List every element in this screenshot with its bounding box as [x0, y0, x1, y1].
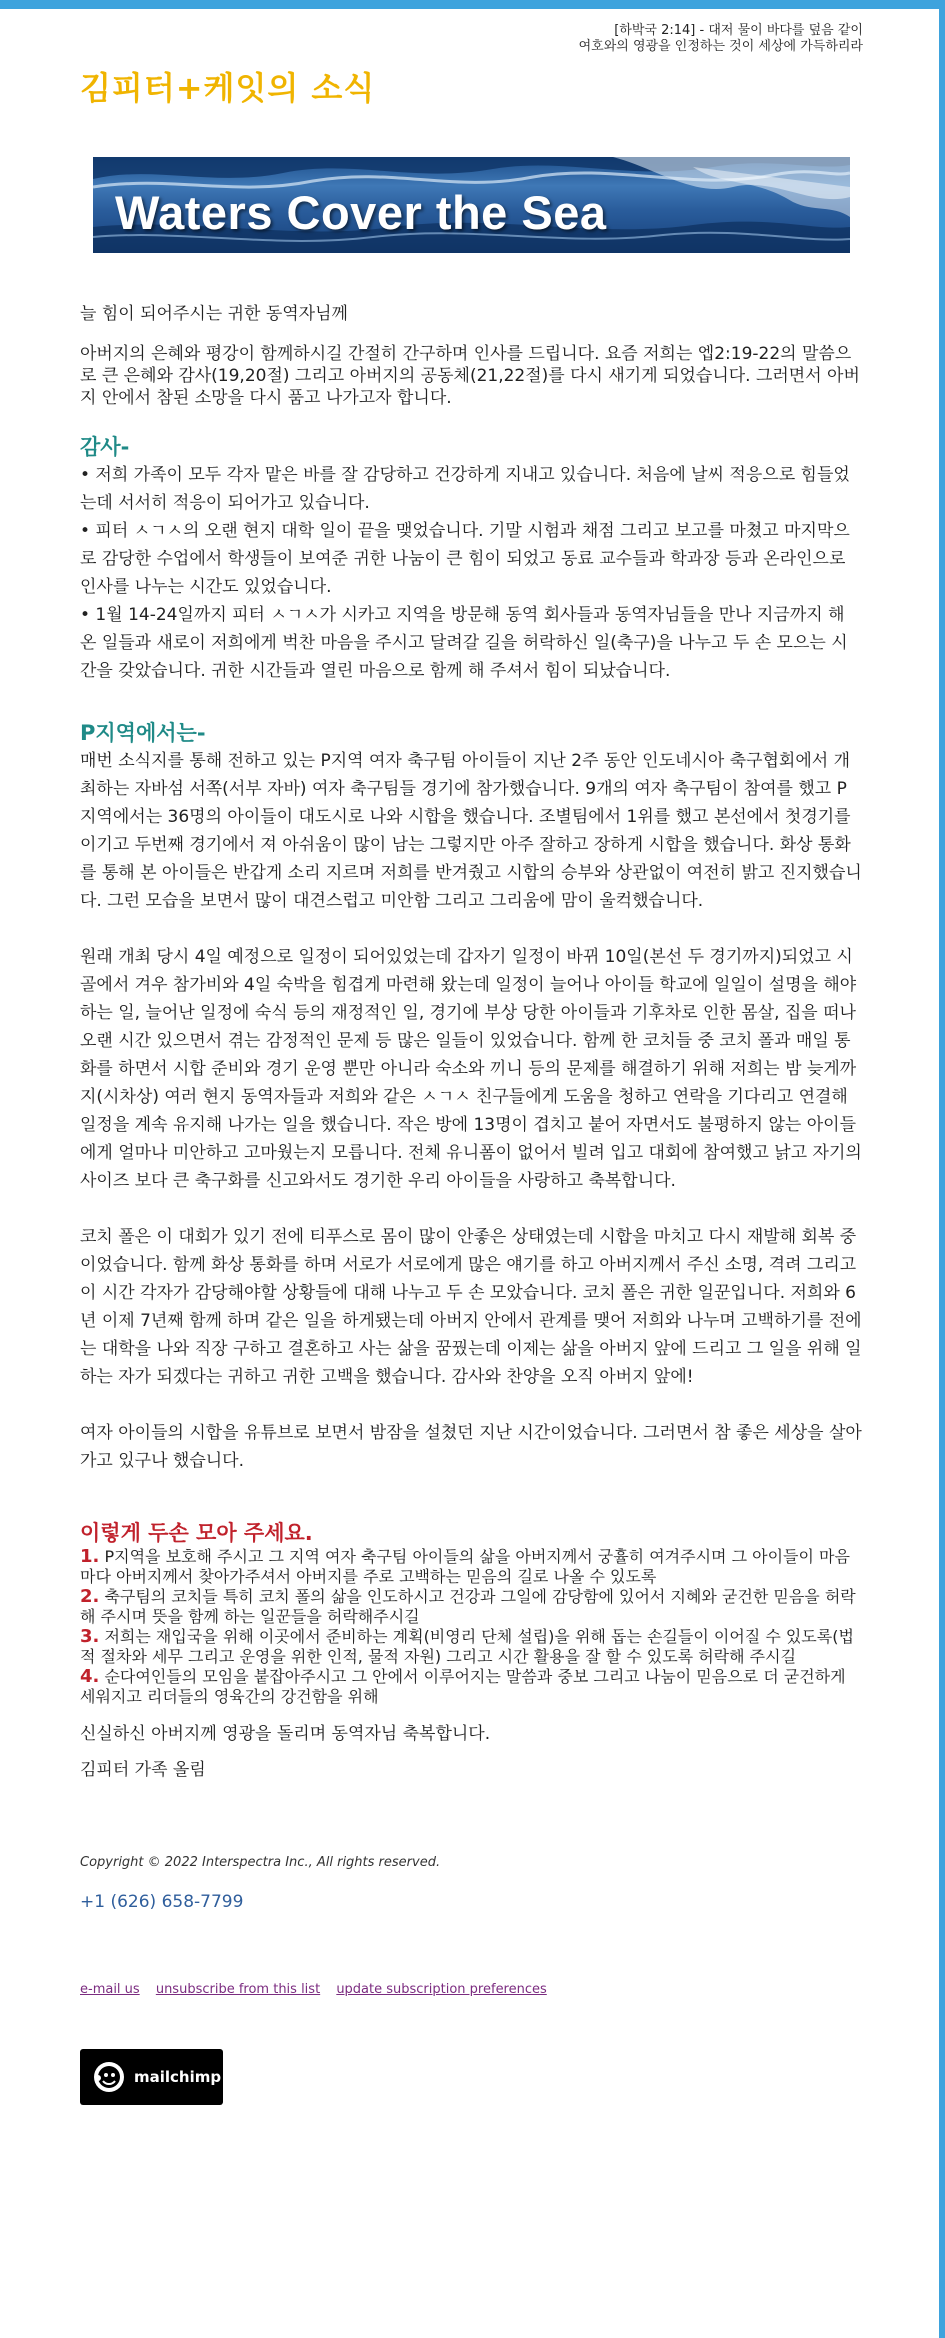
prayer-item — [80, 1587, 863, 1627]
region-heading: P지역에서는- — [80, 721, 206, 745]
newsletter-title: 김피터+케잇의 소식 — [80, 69, 376, 107]
thanks-item: • 저희 가족이 모두 각자 맡은 바를 잘 감당하고 건강하게 지내고 있습니다. 처음에 날씨 적응으로 힘들었는데 서서히 적응이 되어가고 있습니다. — [80, 465, 850, 513]
mailchimp-badge[interactable] — [80, 2049, 223, 2105]
prayer-number: 3. — [80, 1626, 100, 1647]
prayer-item — [80, 1627, 863, 1667]
prayer-number: 4. — [80, 1666, 100, 1687]
region-paragraph: 매번 소식지를 통해 전하고 있는 P지역 여자 축구팀 아이들이 지난 2주 동안 인도네시아 축구협회에서 개최하는 자바섬 서쪽(서부 자바) 여자 축구팀들 경기에 참가했습니다. 9개의 여자 축구팀이 참여를 했고 P지역에서는 36명의 아이들이 대도시로 나와 시합을 했습니다. 조별팀에서 1위를 했고 본선에서 첫경기를 이기고 두번째 경기에서 져 아쉬움이 많이 남는 그렇지만 아주 잘하고 장하게 시합을 했습니다. 화상 통화를 통해 본 아이들은 반갑게 소리 지르며 저희를 반겨줬고 시합의 승부와 상관없이 여전히 밝고 진지했습니다. 그런 모습을 보면서 많이 대견스럽고 미안함 그리고 그리움에 맘이 울컥했습니다. — [80, 751, 862, 911]
closing-blessing: 신실하신 아버지께 영광을 돌리며 동역자님 축복합니다. — [80, 1724, 491, 1744]
mailchimp-logo-icon — [92, 2060, 126, 2094]
email-us-link[interactable]: e-mail us — [80, 1982, 140, 1997]
prayer-heading: 이렇게 두손 모아 주세요. — [80, 1521, 313, 1545]
greeting: 늘 힘이 되어주시는 귀한 동역자님께 — [80, 304, 348, 324]
thanks-item: • 1월 14-24일까지 피터 ㅅㄱㅅ가 시카고 지역을 방문해 동역 회사들과 동역자님들을 만나 지금까지 해 온 일들과 새로이 저희에게 벅찬 마음을 주시고 달려갈 길을 허락하신 일(축구)을 나누고 두 손 모으는 시간을 갖았습니다. 귀한 시간들과 열린 마음으로 함께 해 주셔서 힘이 되났습니다. — [80, 605, 848, 681]
prayer-text: P지역을 보호해 주시고 그 지역 여자 축구팀 아이들의 삶을 아버지께서 궁휼히 여겨주시며 그 아이들이 마음마다 아버지께서 찾아가주셔서 아버지를 주로 고백하는 믿음의 길로 나올 수 있도록 — [80, 1547, 850, 1586]
phone-number[interactable]: +1 (626) 658-7799 — [80, 1892, 244, 1912]
prayer-number: 2. — [80, 1586, 100, 1607]
intro-paragraph: 아버지의 은혜와 평강이 함께하시길 간절히 간구하며 인사를 드립니다. 요즘 저희는 엡2:19-22의 말씀으로 큰 은혜와 감사(19,20절) 그리고 아버지의 공동체(21,22절)를 다시 새기게 되었습니다. 그러면서 아버지 안에서 참된 소망을 다시 품고 나가고자 합니다. — [80, 344, 860, 408]
region-paragraph: 여자 아이들의 시합을 유튜브로 보면서 밤잠을 설쳤던 지난 시간이었습니다. 그러면서 참 좋은 세상을 살아가고 있구나 했습니다. — [80, 1423, 862, 1471]
thanks-heading: 감사- — [80, 435, 130, 459]
header-banner-image — [93, 157, 850, 253]
footer-links — [80, 1982, 863, 1997]
verse-line-1: [하박국 2:14] - 대저 물이 바다를 덮음 같이 — [614, 23, 863, 38]
prayer-text: 순다여인들의 모임을 붙잡아주시고 그 안에서 이루어지는 말씀과 중보 그리고 나눔이 믿음으로 더 굳건하게 세워지고 리더들의 영육간의 강건함을 위해 — [80, 1667, 846, 1706]
copyright-notice: Copyright © 2022 Interspectra Inc., All rights reserved. — [80, 1855, 441, 1870]
prayer-item — [80, 1547, 863, 1587]
update-preferences-link[interactable]: update subscription preferences — [336, 1982, 547, 1997]
verse-line-2: 여호와의 영광을 인정하는 것이 세상에 가득하리라 — [578, 39, 863, 54]
region-paragraph: 원래 개최 당시 4일 예정으로 일정이 되어있었는데 갑자기 일정이 바뀌 10일(본선 두 경기까지)되었고 시골에서 겨우 참가비와 4일 숙박을 힘겹게 마련해 왔는데 일정이 늘어나 아이들 학교에 일일이 설명을 해야하는 일, 늘어난 일정에 숙식 등의 재정적인 일, 경기에 부상 당한 아이들과 기후차로 인한 몸살, 집을 떠나 오랜 시간 있으면서 겪는 감정적인 문제 등 많은 일들이 있었습니다. 함께 한 코치들 중 코치 폴과 매일 통화를 하면서 시합 준비와 경기 운영 뿐만 아니라 숙소와 끼니 등의 문제를 해결하기 위해 저희는 밤 늦게까지(시차상) 여러 현지 동역자들과 저희와 같은 ㅅㄱㅅ 친구들에게 도움을 청하고 연락을 기다리고 연결해 일정을 계속 유지해 나가는 일을 했습니다. 작은 방에 13명이 겹치고 붙어 자면서도 불평하지 않는 아이들에게 얼마나 미안하고 고마웠는지 모릅니다. 전체 유니폼이 없어서 빌려 입고 대회에 참여했고 낡고 자기의 사이즈 보다 큰 축구화를 신고와서도 경기한 우리 아이들을 사랑하고 축복합니다. — [80, 947, 862, 1191]
thanks-list — [80, 461, 863, 685]
prayer-list — [80, 1547, 863, 1707]
banner-title: Waters Cover the Sea — [115, 186, 607, 239]
thanks-item: • 피터 ㅅㄱㅅ의 오랜 현지 대학 일이 끝을 맺었습니다. 기말 시험과 채점 그리고 보고를 마쳤고 마지막으로 감당한 수업에서 학생들이 보여준 귀한 나눔이 큰 힘이 되었고 동료 교수들과 학과장 등과 온라인으로 인사를 나누는 시간도 있었습니다. — [80, 521, 850, 597]
prayer-item — [80, 1667, 863, 1707]
unsubscribe-link[interactable]: unsubscribe from this list — [155, 1982, 321, 1997]
top-accent-bar — [0, 0, 945, 9]
mailchimp-label: mailchimp — [134, 2068, 222, 2086]
prayer-text: 축구팀의 코치들 특히 코치 폴의 삶을 인도하시고 건강과 그일에 감당함에 있어서 지혜와 굳건한 믿음을 허락해 주시며 뜻을 함께 하는 일꾼들을 허락해주시길 — [80, 1587, 856, 1626]
newsletter-body — [80, 9, 863, 2105]
prayer-text: 저희는 재입국을 위해 이곳에서 준비하는 계획(비영리 단체 설립)을 위해 돕는 손길들이 이어질 수 있도록(법적 절차와 세무 그리고 운영을 위한 인적, 물적 자원) 그리고 시간 활용을 잘 할 수 있도록 허락해 주시길 — [80, 1627, 854, 1666]
prayer-number: 1. — [80, 1546, 100, 1567]
signature: 김피터 가족 올림 — [80, 1760, 206, 1780]
right-accent-bar — [939, 9, 945, 2338]
region-paragraph: 코치 폴은 이 대회가 있기 전에 티푸스로 몸이 많이 안좋은 상태였는데 시합을 마치고 다시 재발해 회복 중이었습니다. 함께 화상 통화를 하며 서로가 서로에게 많은 얘기를 하고 아버지께서 주신 소명, 격려 그리고 이 시간 각자가 감당해야할 상황들에 대해 나누고 두 손 모았습니다. 코치 폴은 귀한 일꾼입니다. 저희와 6년 이제 7년째 함께 하며 같은 일을 하게됐는데 아버지 안에서 관계를 맺어 저희와 나누며 고백하기를 전에는 대학을 나와 직장 구하고 결혼하고 사는 삶을 꿈꿨는데 이제는 삶을 아버지 앞에 드리고 그 일을 위해 일하는 자가 되겠다는 귀하고 귀한 고백을 했습니다. 감사와 찬양을 오직 아버지 앞에! — [80, 1227, 862, 1387]
scripture-verse — [80, 23, 863, 55]
